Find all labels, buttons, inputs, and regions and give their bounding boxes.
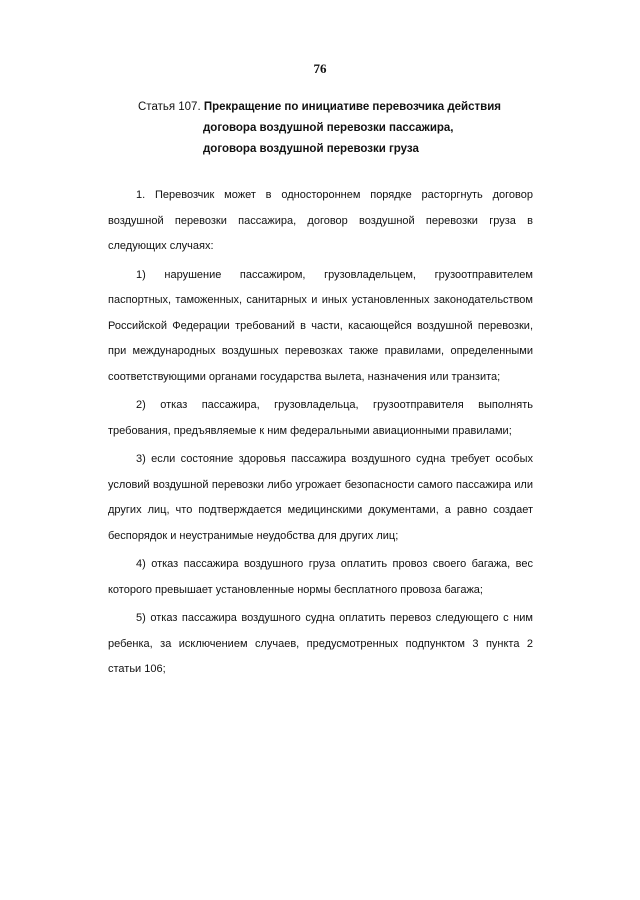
paragraph-subclause-4: 4) отказ пассажира воздушного груза оплатить провоз своего багажа, вес которого превышает установленные нормы бесплатного провоза багажа; (108, 558, 533, 596)
article-title-line-3: договора воздушной перевозки груза (203, 143, 419, 155)
paragraph-subclause-3: 3) если состояние здоровья пассажира воздушного судна требует особых условий воздушной перевозки либо угрожает безопасности самого пассажира или других лиц, что подтверждается медицинскими документами, а равно создает беспорядок и неустранимые неудобства для других лиц; (108, 453, 533, 542)
paragraph-subclause-2: 2) отказ пассажира, грузовладельца, грузоотправителя выполнять требования, предъявляемые к ним федеральными авиационными правилами; (108, 399, 533, 437)
article-title-line-2: договора воздушной перевозки пассажира, (203, 122, 454, 134)
article-heading (138, 97, 558, 160)
paragraph-subclause-1: 1) нарушение пассажиром, грузовладельцем, грузоотправителем паспортных, таможенных, санитарных и иных установленных законодательством Российской Федерации требований в части, касающейся воздушной перевозки, при международных воздушных перевозках также правилами, определенными соответствующими органами государства вылета, назначения или транзита; (108, 268, 533, 383)
article-title-line-1: Прекращение по инициативе перевозчика действия (203, 101, 501, 113)
article-label: Статья 107. (138, 101, 201, 113)
page-number: 76 (313, 61, 327, 76)
article-body (108, 183, 533, 683)
paragraph-clause-1: 1. Перевозчик может в одностороннем порядке расторгнуть договор воздушной перевозки пассажира, договор воздушной перевозки груза в следующих случаях: (108, 189, 533, 252)
paragraph-subclause-5: 5) отказ пассажира воздушного судна оплатить перевоз следующего с ним ребенка, за исключением случаев, предусмотренных подпунктом 3 пункта 2 статьи 106; (108, 612, 533, 675)
